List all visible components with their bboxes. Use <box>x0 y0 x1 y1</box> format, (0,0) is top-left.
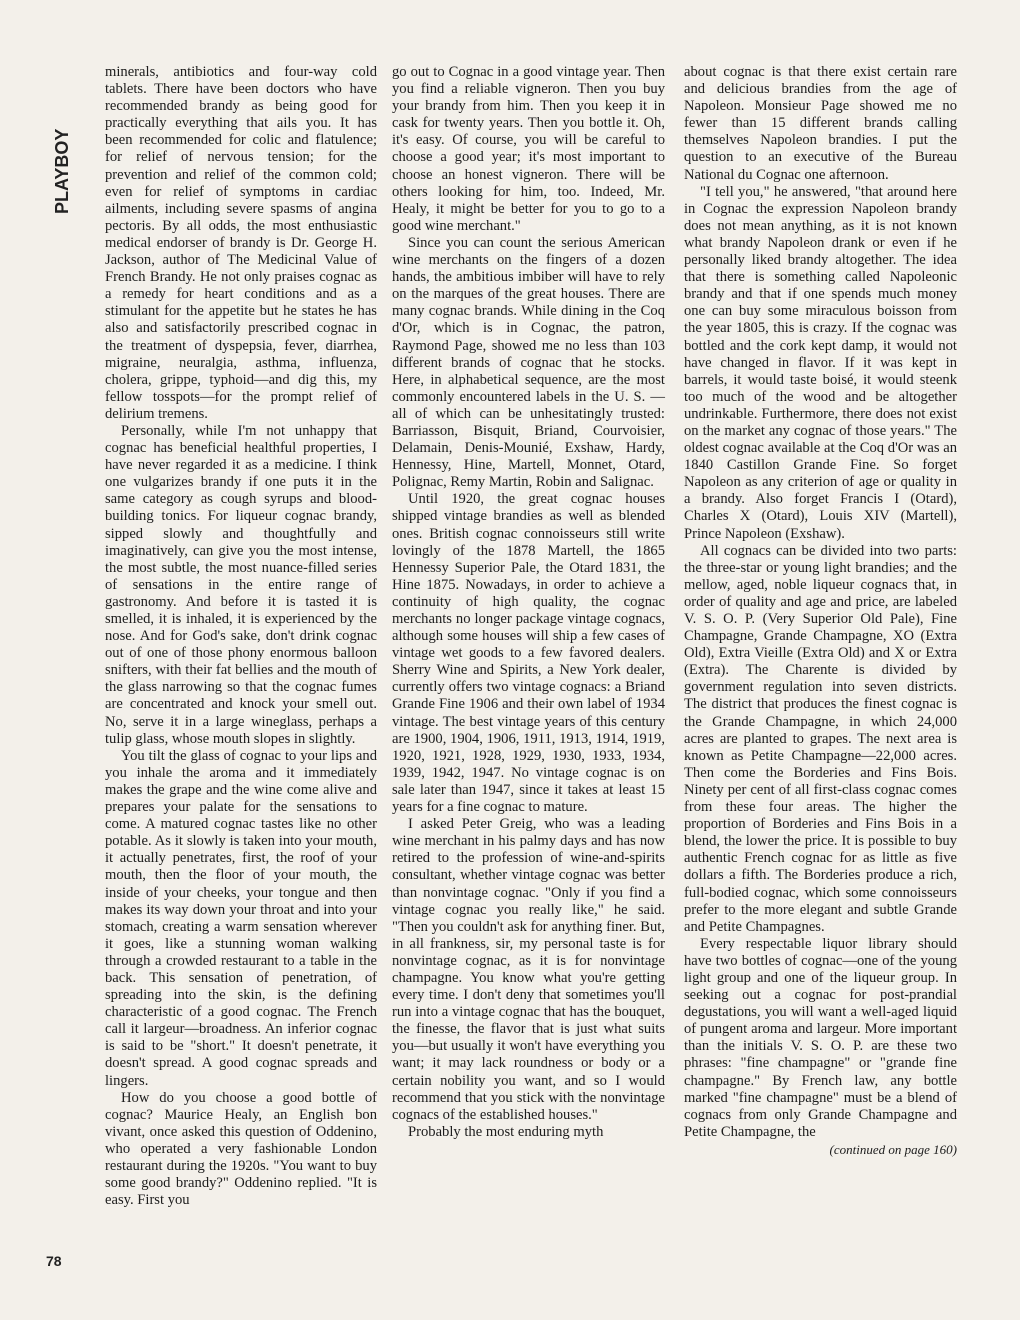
paragraph: Every respectable liquor library should have two bottles of cognac—one of the young light group and one of the liqueur group. In seeking out a cognac for post-prandial degustations, you will want a well-aged liquid of pungent aroma and largeur. More important than the initials V. S. O. P. are these two phrases: "fine champagne" or "grande fine champagne." By French law, any bottle marked "fine champagne" must be a blend of cognacs from only Grande Champagne and Petite Champagne, the <box>684 935 957 1140</box>
paragraph: "I tell you," he answered, "that around here in Cognac the expression Napoleon brandy does not mean anything, as it is not known what brandy Napoleon drank or even if he personally liked brandy altogether. The idea that there is something called Napoleonic brandy and that if one spends much money one can buy some miraculous boisson from the year 1805, this is crazy. If the cognac was bottled and the cork kept damp, it would not have changed in flavor. If it was kept in barrels, it would taste boisé, it would steenk too much of the wood and be altogether undrinkable. Furthermore, there does not exist on the market any cognac of those years." The oldest cognac available at the Coq d'Or was an 1840 Castillon Grande Fine. So forget Napoleon as any criterion of age or quality in a brandy. Also forget Francis I (Otard), Charles X (Otard), Louis XIV (Martell), Prince Napoleon (Exshaw). <box>684 183 957 542</box>
continued-note: (continued on page 160) <box>829 1141 957 1157</box>
paragraph: Probably the most enduring myth <box>408 1123 604 1140</box>
paragraph: Personally, while I'm not unhappy that cognac has beneficial healthful properties, I have never regarded it as a medicine. I think one vulgarizes brandy if one puts it in the same category as cough syrups and blood-building tonics. For liqueur cognac brandy, sipped slowly and thoughtfully and imaginatively, can give you the most intense, the most subtle, the most nuance-filled series of sensations in the entire range of gastronomy. And before it is tasted it is smelled, it is inhaled, it is experienced by the nose. And for God's sake, don't drink cognac out of one of those phony enormous balloon snifters, with their fat bellies and the mouth of the glass narrowing so that the cognac fumes are concentrated and knock your smell out. No, serve it in a large wineglass, perhaps a tulip glass, whose mouth slopes in slightly. <box>105 422 377 747</box>
paragraph: Since you can count the serious American wine merchants on the fingers of a dozen hands, the ambitious imbiber will have to rely on the marques of the great houses. There are many cognac brands. While dining in the Coq d'Or, which is in Cognac, the patron, Raymond Page, showed me no less than 103 different brands of cognac that he stocks. Here, in alphabetical sequence, are the most commonly encountered labels in the U. S. —all of which can be unhesitatingly trusted: Barriasson, Bisquit, Briand, Courvoisier, Delamain, Denis-Mounié, Exshaw, Hardy, Hennessy, Hine, Martell, Monnet, Otard, Polignac, Remy Martin, Robin and Salignac. <box>392 234 665 491</box>
article-column-3 <box>684 64 957 1158</box>
paragraph: All cognacs can be divided into two parts: the three-star or young light brandies; and the mellow, aged, noble liqueur cognacs that, in order of quality and age and price, are labeled V. S. O. P. (Very Superior Old Pale), Fine Champagne, Grande Champagne, XO (Extra Old), Extra Vieille (Extra Old) and X or Extra (Extra). The Charente is divided by government regulation into seven districts. The district that produces the finest cognac is the Grande Champagne, in which 24,000 acres are planted to grapes. The next area is known as Petite Champagne—22,000 acres. Then come the Borderies and Fins Bois. Ninety per cent of all first-class cognac comes from these four areas. The higher the proportion of Borderies and Fins Bois in a blend, the lower the price. It is possible to buy authentic French cognac for as little as five dollars a fifth. The Borderies produce a rich, full-bodied cognac, which some connoisseurs prefer to the more elegant and subtle Grande and Petite Champagnes. <box>684 542 957 935</box>
paragraph: You tilt the glass of cognac to your lips and you inhale the aroma and it immediately makes the grape and the wine come alive and prepares your palate for the sensations to come. A matured cognac tastes like no other potable. As it slowly is taken into your mouth, it actually penetrates, first, the roof of your mouth, then the floor of your mouth, the inside of your cheeks, your tongue and then makes its way down your throat and into your stomach, creating a warm sensation wherever it goes, like a stunning woman walking through a crowded restaurant to a table in the back. This sensation of penetration, of spreading into the skin, is the defining characteristic of a good cognac. The French call it largeur—broadness. An inferior cognac is said to be "short." It doesn't penetrate, it doesn't spread. A good cognac spreads and lingers. <box>105 747 377 1089</box>
paragraph: minerals, antibiotics and four-way cold tablets. There have been doctors who have recommended brandy as being good for practically everything that ails you. It has been recommended for colic and flatulence; for relief of nervous tension; for the prevention and relief of the common cold; even for relief of symptoms in cardiac ailments, including severe spasms of angina pectoris. By all odds, the most enthusiastic medical endorser of brandy is Dr. George H. Jackson, author of The Medicinal Value of French Brandy. He not only praises cognac as a remedy for heart conditions and as a stimulant for the appetite but he states he has also and satisfactorily prescribed cognac in the treatment of dyspepsia, fever, diarrhea, migraine, neuralgia, asthma, influenza, cholera, grippe, typhoid—and dig this, my fellow tosspots—for the prompt relief of delirium tremens. <box>105 64 377 422</box>
paragraph: I asked Peter Greig, who was a leading wine merchant in his palmy days and has now retired to the profession of wine-and-spirits consultant, whether vintage cognac was better than nonvintage cognac. "Only if you find a vintage cognac you really like," he said. "Then you couldn't ask for anything finer. But, in all frankness, sir, my personal taste is for nonvintage cognac, as it is for nonvintage champagne. You know what you're getting every time. I don't deny that sometimes you'll run into a vintage cognac that has the bouquet, the finesse, the flavor that is just what suits you—but usually it won't have everything you want; it may lack roundness or body or a certain nobility you want, and so I would recommend that you stick with the nonvintage cognacs of the established houses." <box>392 816 665 1123</box>
magazine-title: PLAYBOY <box>52 128 72 214</box>
paragraph: go out to Cognac in a good vintage year. Then you find a reliable vigneron. Then you buy your brandy from him. Then you keep it in cask for twenty years. Then you bottle it. Oh, it's easy. Of course, you will be careful to choose a good year; it's most important to choose an honest vigneron. There will be others looking for him, too. Indeed, Mr. Healy, it might be better for you to go to a good wine merchant." <box>392 64 665 234</box>
article-column-1 <box>105 64 377 1209</box>
page-number: 78 <box>46 1253 62 1269</box>
article-column-2 <box>392 64 665 1141</box>
paragraph: about cognac is that there exist certain rare and delicious brandies from the age of Napoleon. Monsieur Page showed me no fewer than 15 different brands calling themselves Napoleon brandies. I put the question to an executive of the Bureau National du Cognac one afternoon. <box>684 64 957 183</box>
paragraph: How do you choose a good bottle of cognac? Maurice Healy, an English bon vivant, once asked this question of Oddenino, who operated a very fashionable London restaurant during the 1920s. "You want to buy some good brandy?" Oddenino replied. "It is easy. First you <box>105 1089 377 1209</box>
paragraph: Until 1920, the great cognac houses shipped vintage brandies as well as blended ones. British cognac connoisseurs still write lovingly of the 1878 Martell, the 1865 Hennessy Superior Pale, the Otard 1831, the Hine 1875. Nowadays, in order to achieve a continuity of high quality, the cognac merchants no longer package vintage cognacs, although some houses will ship a few cases of vintage wet goods to a few favored dealers. Sherry Wine and Spirits, a New York dealer, currently offers two vintage cognacs: a Briand Grande Fine 1906 and their own label of 1934 vintage. The best vintage years of this century are 1900, 1904, 1906, 1911, 1913, 1914, 1919, 1920, 1921, 1928, 1929, 1930, 1933, 1934, 1939, 1942, 1947. No vintage cognac is on sale later than 1947, since it takes at least 15 years for a fine cognac to mature. <box>392 491 665 816</box>
